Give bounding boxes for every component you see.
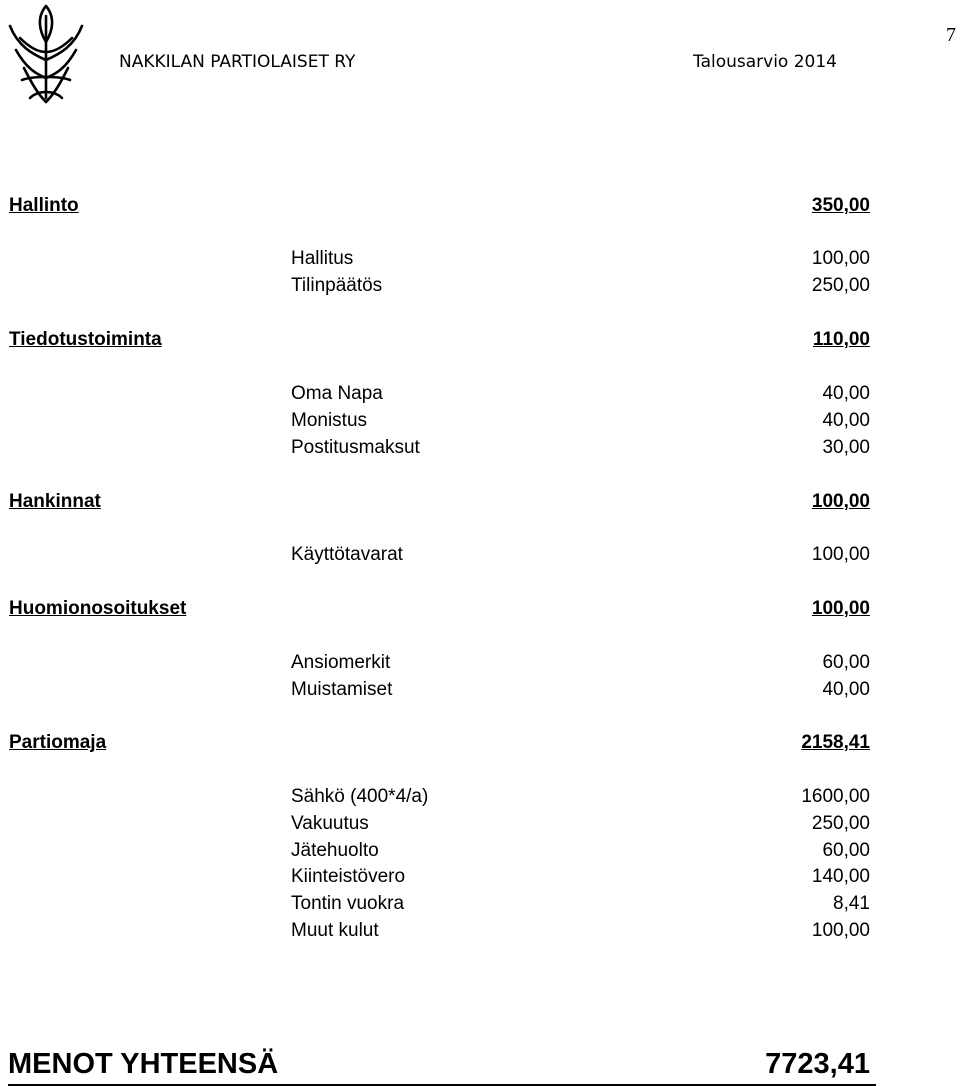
item-amount: 40,00 xyxy=(822,679,870,700)
section-total-partiomaja: 2158,41 xyxy=(801,732,870,753)
section-total-hallinto: 350,00 xyxy=(811,195,870,216)
item-amount: 100,00 xyxy=(811,920,870,941)
item-label: Monistus xyxy=(291,410,368,431)
item-label: Kiinteistövero xyxy=(291,866,406,887)
item-label: Muistamiset xyxy=(291,679,393,700)
section-title-hallinto: Hallinto xyxy=(9,195,79,216)
section-title-tiedotustoiminta: Tiedotustoiminta xyxy=(9,329,162,350)
grand-total-value: 7723,41 xyxy=(765,1048,870,1080)
item-label: Muut kulut xyxy=(291,920,379,941)
item-label: Tilinpäätös xyxy=(291,275,383,296)
section-total-hankinnat: 100,00 xyxy=(811,491,870,512)
section-title-hankinnat: Hankinnat xyxy=(9,491,101,512)
section-total-huomionosoitukset: 100,00 xyxy=(811,598,870,619)
organization-name: NAKKILAN PARTIOLAISET RY xyxy=(119,52,356,72)
item-amount: 8,41 xyxy=(833,893,870,914)
item-amount: 30,00 xyxy=(822,437,870,458)
page-number: 7 xyxy=(946,24,956,46)
section-title-huomionosoitukset: Huomionosoitukset xyxy=(9,598,187,619)
item-amount: 140,00 xyxy=(811,866,870,887)
item-amount: 40,00 xyxy=(822,383,870,404)
item-label: Jätehuolto xyxy=(291,840,379,861)
item-amount: 250,00 xyxy=(811,813,870,834)
item-amount: 40,00 xyxy=(822,410,870,431)
item-amount: 100,00 xyxy=(811,248,870,269)
document-title: Talousarvio 2014 xyxy=(693,52,838,72)
grand-total-row xyxy=(8,1046,876,1086)
item-label: Ansiomerkit xyxy=(291,652,391,673)
grand-total-label: MENOT YHTEENSÄ xyxy=(8,1048,279,1080)
item-amount: 1600,00 xyxy=(801,786,870,807)
item-label: Käyttötavarat xyxy=(291,544,403,565)
item-label: Oma Napa xyxy=(291,383,383,404)
item-amount: 250,00 xyxy=(811,275,870,296)
item-label: Vakuutus xyxy=(291,813,369,834)
item-amount: 100,00 xyxy=(811,544,870,565)
item-amount: 60,00 xyxy=(822,840,870,861)
section-total-tiedotustoiminta: 110,00 xyxy=(812,329,870,350)
item-label: Tontin vuokra xyxy=(291,893,405,914)
item-label: Postitusmaksut xyxy=(291,437,420,458)
item-amount: 60,00 xyxy=(822,652,870,673)
lily-emblem-icon xyxy=(6,2,86,110)
item-label: Sähkö (400*4/a) xyxy=(291,786,429,807)
section-title-partiomaja: Partiomaja xyxy=(9,732,107,753)
item-label: Hallitus xyxy=(291,248,354,269)
